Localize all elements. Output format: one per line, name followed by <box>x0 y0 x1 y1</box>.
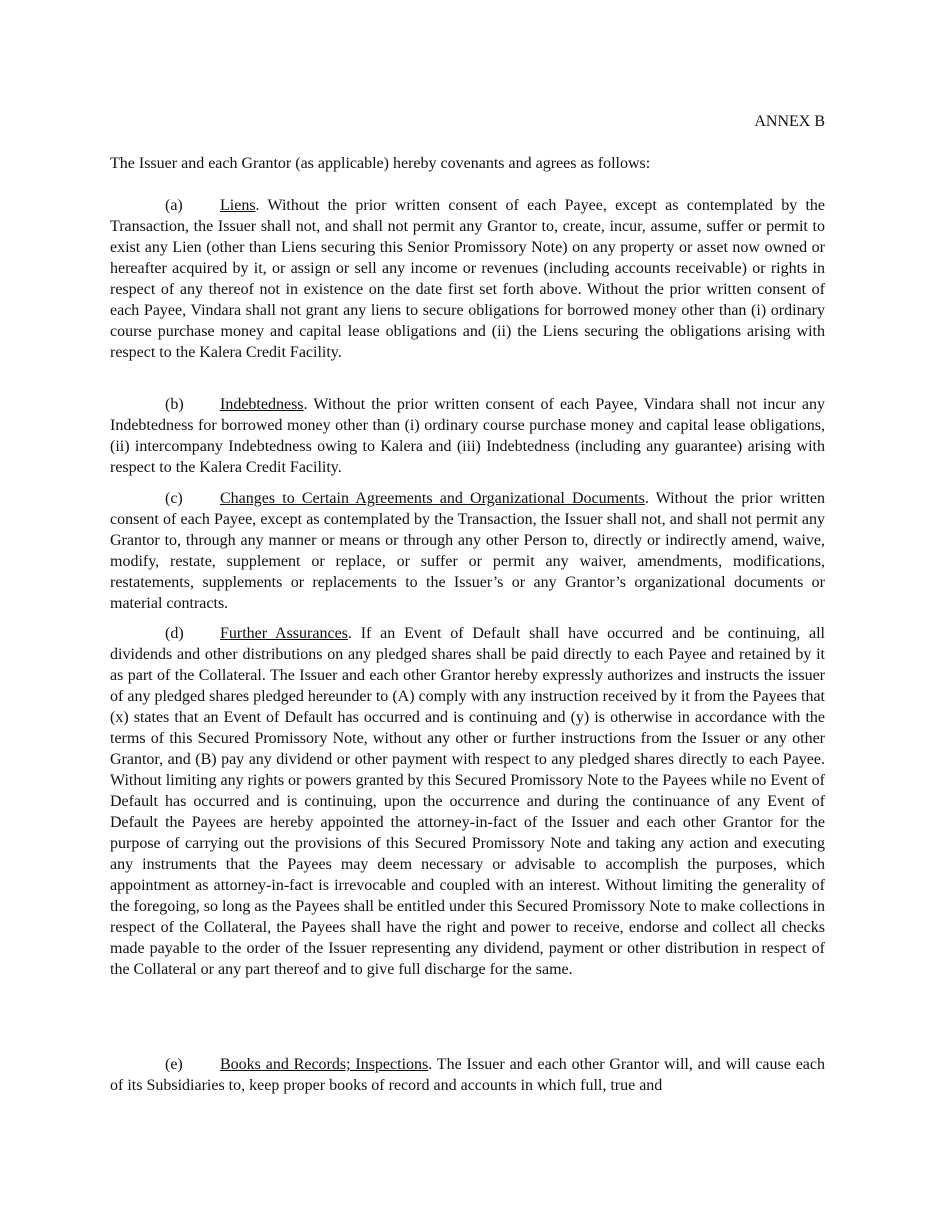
annex-label: ANNEX B <box>754 113 825 130</box>
clause-body: . If an Event of Default shall have occurred and be continuing, all dividends and other distributions on any pledged shares shall be paid directly to each Payee and retained by it as part of the Collateral. The Issuer and each other Grantor hereby expressly authorizes and instructs the issuer of any pledged shares pledged hereunder to (A) comply with any instruction received by it from the Payees that (x) states that an Event of Default has occurred and is continuing and (y) is otherwise in accordance with the terms of this Secured Promissory Note, without any other or further instructions from the Issuer or any other Grantor, and (B) pay any dividend or other payment with respect to any pledged shares directly to each Payee. Without limiting any rights or powers granted by this Secured Promissory Note to the Payees while no Event of Default has occurred and is continuing, upon the occurrence and during the continuance of any Event of Default the Payees are hereby appointed the attorney-in-fact of the Issuer and each other Grantor for the purpose of carrying out the provisions of this Secured Promissory Note and taking any action and executing any instruments that the Payees may deem necessary or advisable to accomplish the purposes, which appointment as attorney-in-fact is irrevocable and coupled with an interest. Without limiting the generality of the foregoing, so long as the Payees shall be entitled under this Secured Promissory Note to make collections in respect of the Collateral, the Payees shall have the right and power to receive, endorse and collect all checks made payable to the order of the Issuer representing any dividend, payment or other distribution in respect of the Collateral or any part thereof and to give full discharge for the same. <box>110 625 825 978</box>
clause-body: . Without the prior written consent of each Payee, except as contemplated by the Transaction, the Issuer shall not, and shall not permit any Grantor to, create, incur, assume, suffer or permit to exist any Lien (other than Liens securing this Senior Promissory Note) on any property or asset now owned or hereafter acquired by it, or assign or sell any income or revenues (including accounts receivable) or rights in respect of any thereof not in existence on the date first set forth above. Without the prior written consent of each Payee, Vindara shall not grant any liens to secure obligations for borrowed money other than (i) ordinary course purchase money and capital lease obligations and (ii) the Liens securing the obligations arising with respect to the Kalera Credit Facility. <box>110 197 825 361</box>
clause-heading: Indebtedness <box>220 396 304 413</box>
clause-heading: Liens <box>220 197 256 214</box>
clause-heading: Changes to Certain Agreements and Organizational Documents <box>220 490 645 507</box>
clause-number: (a) <box>165 197 183 214</box>
clause-liens <box>110 195 825 363</box>
clause-number: (b) <box>165 396 184 413</box>
clause-body: . The Issuer and each other Grantor will, and will cause each of its Subsidiaries to, keep proper books of record and accounts in which full, true and <box>110 1056 826 1094</box>
clause-body: . Without the prior written consent of each Payee, Vindara shall not incur any Indebtedness for borrowed money other than (i) ordinary course purchase money and capital lease obligations, (ii) intercompany Indebtedness owing to Kalera and (iii) Indebtedness (including any guarantee) arising with respect to the Kalera Credit Facility. <box>110 396 825 476</box>
document-page <box>110 0 825 1209</box>
intro-paragraph: The Issuer and each Grantor (as applicable) hereby covenants and agrees as follows: <box>110 155 651 172</box>
clause-number: (e) <box>165 1056 183 1073</box>
clause-heading: Further Assurances <box>220 625 348 642</box>
clause-changes-to-agreements <box>110 488 825 614</box>
clause-indebtedness <box>110 394 825 478</box>
clause-number: (d) <box>165 625 184 642</box>
clause-number: (c) <box>165 490 183 507</box>
clause-books-and-records <box>110 1054 825 1096</box>
clause-body: . Without the prior written consent of each Payee, except as contemplated by the Transaction, the Issuer shall not, and shall not permit any Grantor to, through any manner or means or through any other Person to, directly or indirectly amend, waive, modify, restate, supplement or replace, or suffer or permit any waiver, amendments, modifications, restatements, supplements or replacements to the Issuer’s or any Grantor’s organizational documents or material contracts. <box>110 490 825 612</box>
clause-heading: Books and Records; Inspections <box>220 1056 429 1073</box>
clause-further-assurances <box>110 623 825 980</box>
